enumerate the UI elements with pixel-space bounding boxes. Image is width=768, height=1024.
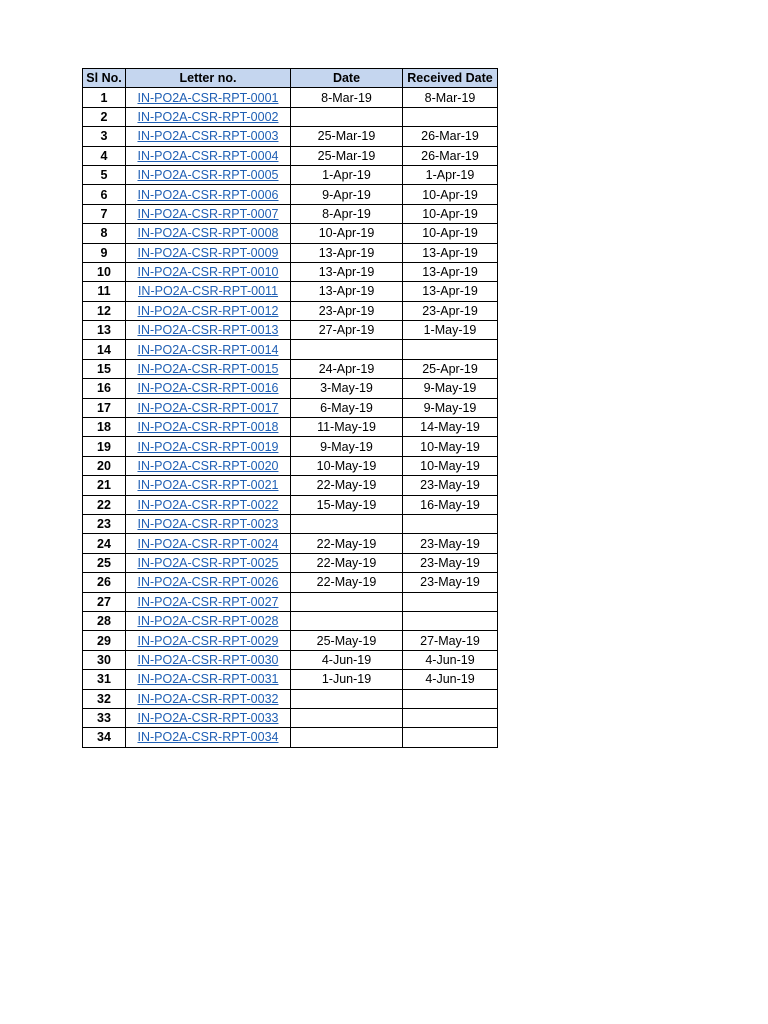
letter-no-link[interactable]: IN-PO2A-CSR-RPT-0022 bbox=[137, 497, 279, 512]
received-date-cell: 26-Mar-19 bbox=[403, 127, 498, 146]
received-date-cell: 26-Mar-19 bbox=[403, 146, 498, 165]
received-date-cell: 10-Apr-19 bbox=[403, 224, 498, 243]
letter-no-cell bbox=[126, 514, 291, 533]
letter-no-cell bbox=[126, 456, 291, 475]
received-date-cell: 4-Jun-19 bbox=[403, 670, 498, 689]
table-row bbox=[83, 728, 498, 747]
letter-no-link[interactable]: IN-PO2A-CSR-RPT-0027 bbox=[137, 594, 279, 609]
letter-no-link[interactable]: IN-PO2A-CSR-RPT-0003 bbox=[137, 129, 279, 144]
letter-no-link[interactable]: IN-PO2A-CSR-RPT-0018 bbox=[137, 420, 279, 435]
letter-no-link[interactable]: IN-PO2A-CSR-RPT-0013 bbox=[137, 323, 279, 338]
received-date-cell: 23-May-19 bbox=[403, 534, 498, 553]
header-sl-no: Sl No. bbox=[83, 69, 126, 88]
date-cell: 27-Apr-19 bbox=[291, 321, 403, 340]
received-date-cell: 9-May-19 bbox=[403, 398, 498, 417]
received-date-cell: 13-Apr-19 bbox=[403, 282, 498, 301]
table-row bbox=[83, 88, 498, 107]
letter-no-cell bbox=[126, 127, 291, 146]
letter-no-link[interactable]: IN-PO2A-CSR-RPT-0019 bbox=[137, 439, 279, 454]
table-row bbox=[83, 262, 498, 281]
date-cell: 1-Jun-19 bbox=[291, 670, 403, 689]
table-row bbox=[83, 146, 498, 165]
table-row bbox=[83, 127, 498, 146]
letter-no-link[interactable]: IN-PO2A-CSR-RPT-0005 bbox=[137, 168, 279, 183]
date-cell: 11-May-19 bbox=[291, 418, 403, 437]
letter-no-cell bbox=[126, 340, 291, 359]
date-cell: 22-May-19 bbox=[291, 476, 403, 495]
received-date-cell bbox=[403, 107, 498, 126]
date-cell bbox=[291, 340, 403, 359]
table-row bbox=[83, 224, 498, 243]
received-date-cell: 27-May-19 bbox=[403, 631, 498, 650]
header-received-date: Received Date bbox=[403, 69, 498, 88]
received-date-cell: 9-May-19 bbox=[403, 379, 498, 398]
sl-no-cell: 27 bbox=[83, 592, 126, 611]
received-date-cell: 4-Jun-19 bbox=[403, 650, 498, 669]
received-date-cell: 13-Apr-19 bbox=[403, 262, 498, 281]
sl-no-cell: 16 bbox=[83, 379, 126, 398]
letter-no-cell bbox=[126, 553, 291, 572]
letter-no-link[interactable]: IN-PO2A-CSR-RPT-0011 bbox=[137, 284, 279, 299]
letter-no-link[interactable]: IN-PO2A-CSR-RPT-0014 bbox=[137, 342, 279, 357]
table-row bbox=[83, 611, 498, 630]
table-row bbox=[83, 418, 498, 437]
sl-no-cell: 3 bbox=[83, 127, 126, 146]
table-row bbox=[83, 670, 498, 689]
letter-no-link[interactable]: IN-PO2A-CSR-RPT-0015 bbox=[137, 362, 279, 377]
table-row bbox=[83, 243, 498, 262]
sl-no-cell: 14 bbox=[83, 340, 126, 359]
received-date-cell: 13-Apr-19 bbox=[403, 243, 498, 262]
table-row bbox=[83, 359, 498, 378]
date-cell bbox=[291, 107, 403, 126]
date-cell: 22-May-19 bbox=[291, 573, 403, 592]
date-cell: 13-Apr-19 bbox=[291, 243, 403, 262]
sl-no-cell: 1 bbox=[83, 88, 126, 107]
received-date-cell: 10-May-19 bbox=[403, 456, 498, 475]
table-row bbox=[83, 282, 498, 301]
table-row bbox=[83, 689, 498, 708]
letter-no-link[interactable]: IN-PO2A-CSR-RPT-0004 bbox=[137, 148, 279, 163]
sl-no-cell: 9 bbox=[83, 243, 126, 262]
letter-no-link[interactable]: IN-PO2A-CSR-RPT-0008 bbox=[137, 226, 279, 241]
table-row bbox=[83, 204, 498, 223]
letter-no-link[interactable]: IN-PO2A-CSR-RPT-0007 bbox=[137, 206, 279, 221]
date-cell: 8-Mar-19 bbox=[291, 88, 403, 107]
received-date-cell bbox=[403, 689, 498, 708]
sl-no-cell: 15 bbox=[83, 359, 126, 378]
date-cell: 22-May-19 bbox=[291, 553, 403, 572]
date-cell: 15-May-19 bbox=[291, 495, 403, 514]
date-cell: 13-Apr-19 bbox=[291, 262, 403, 281]
sl-no-cell: 8 bbox=[83, 224, 126, 243]
date-cell: 23-Apr-19 bbox=[291, 301, 403, 320]
letter-no-link[interactable]: IN-PO2A-CSR-RPT-0002 bbox=[137, 109, 279, 124]
letter-no-cell bbox=[126, 321, 291, 340]
sl-no-cell: 22 bbox=[83, 495, 126, 514]
table-row bbox=[83, 165, 498, 184]
letters-table bbox=[82, 68, 498, 748]
letter-no-cell bbox=[126, 398, 291, 417]
sl-no-cell: 19 bbox=[83, 437, 126, 456]
date-cell: 22-May-19 bbox=[291, 534, 403, 553]
letter-no-link[interactable]: IN-PO2A-CSR-RPT-0010 bbox=[137, 265, 279, 280]
letter-no-cell bbox=[126, 88, 291, 107]
letter-no-cell bbox=[126, 708, 291, 727]
received-date-cell: 16-May-19 bbox=[403, 495, 498, 514]
date-cell: 10-May-19 bbox=[291, 456, 403, 475]
date-cell bbox=[291, 728, 403, 747]
letter-no-link[interactable]: IN-PO2A-CSR-RPT-0017 bbox=[137, 400, 279, 415]
letter-no-cell bbox=[126, 359, 291, 378]
table-row bbox=[83, 592, 498, 611]
date-cell: 6-May-19 bbox=[291, 398, 403, 417]
letter-no-cell bbox=[126, 243, 291, 262]
letter-no-cell bbox=[126, 165, 291, 184]
letter-no-link[interactable]: IN-PO2A-CSR-RPT-0021 bbox=[137, 478, 279, 493]
sl-no-cell: 2 bbox=[83, 107, 126, 126]
sl-no-cell: 20 bbox=[83, 456, 126, 475]
letter-no-link[interactable]: IN-PO2A-CSR-RPT-0024 bbox=[137, 536, 279, 551]
header-row bbox=[83, 69, 498, 88]
letter-no-cell bbox=[126, 301, 291, 320]
table-row bbox=[83, 708, 498, 727]
letter-no-cell bbox=[126, 650, 291, 669]
date-cell: 4-Jun-19 bbox=[291, 650, 403, 669]
received-date-cell bbox=[403, 708, 498, 727]
received-date-cell: 14-May-19 bbox=[403, 418, 498, 437]
table-row bbox=[83, 553, 498, 572]
date-cell bbox=[291, 708, 403, 727]
letter-no-cell bbox=[126, 282, 291, 301]
sl-no-cell: 7 bbox=[83, 204, 126, 223]
letter-no-cell bbox=[126, 204, 291, 223]
letter-no-link[interactable]: IN-PO2A-CSR-RPT-0016 bbox=[137, 381, 279, 396]
letter-no-link[interactable]: IN-PO2A-CSR-RPT-0030 bbox=[137, 652, 279, 667]
received-date-cell bbox=[403, 611, 498, 630]
header-letter-no: Letter no. bbox=[126, 69, 291, 88]
received-date-cell: 25-Apr-19 bbox=[403, 359, 498, 378]
received-date-cell bbox=[403, 514, 498, 533]
date-cell: 10-Apr-19 bbox=[291, 224, 403, 243]
received-date-cell bbox=[403, 728, 498, 747]
date-cell: 25-Mar-19 bbox=[291, 146, 403, 165]
table-row bbox=[83, 631, 498, 650]
letter-no-cell bbox=[126, 631, 291, 650]
date-cell bbox=[291, 689, 403, 708]
letter-no-cell bbox=[126, 573, 291, 592]
sl-no-cell: 5 bbox=[83, 165, 126, 184]
letter-no-link[interactable]: IN-PO2A-CSR-RPT-0029 bbox=[137, 633, 279, 648]
table-row bbox=[83, 107, 498, 126]
table-row bbox=[83, 185, 498, 204]
letter-no-cell bbox=[126, 611, 291, 630]
table-row bbox=[83, 514, 498, 533]
letter-no-link[interactable]: IN-PO2A-CSR-RPT-0006 bbox=[137, 187, 279, 202]
sl-no-cell: 34 bbox=[83, 728, 126, 747]
received-date-cell bbox=[403, 592, 498, 611]
received-date-cell: 10-May-19 bbox=[403, 437, 498, 456]
sl-no-cell: 12 bbox=[83, 301, 126, 320]
table-row bbox=[83, 301, 498, 320]
date-cell: 1-Apr-19 bbox=[291, 165, 403, 184]
letter-no-cell bbox=[126, 379, 291, 398]
letter-no-cell bbox=[126, 107, 291, 126]
date-cell: 9-Apr-19 bbox=[291, 185, 403, 204]
received-date-cell: 1-May-19 bbox=[403, 321, 498, 340]
table-row bbox=[83, 340, 498, 359]
sl-no-cell: 21 bbox=[83, 476, 126, 495]
table-row bbox=[83, 650, 498, 669]
sl-no-cell: 23 bbox=[83, 514, 126, 533]
date-cell: 13-Apr-19 bbox=[291, 282, 403, 301]
received-date-cell: 8-Mar-19 bbox=[403, 88, 498, 107]
received-date-cell: 10-Apr-19 bbox=[403, 185, 498, 204]
table-row bbox=[83, 437, 498, 456]
letter-no-link[interactable]: IN-PO2A-CSR-RPT-0034 bbox=[137, 730, 279, 745]
sl-no-cell: 28 bbox=[83, 611, 126, 630]
table-body bbox=[83, 88, 498, 747]
received-date-cell: 10-Apr-19 bbox=[403, 204, 498, 223]
received-date-cell: 1-Apr-19 bbox=[403, 165, 498, 184]
sl-no-cell: 17 bbox=[83, 398, 126, 417]
letter-no-cell bbox=[126, 689, 291, 708]
received-date-cell: 23-May-19 bbox=[403, 553, 498, 572]
received-date-cell: 23-May-19 bbox=[403, 573, 498, 592]
letter-no-link[interactable]: IN-PO2A-CSR-RPT-0031 bbox=[137, 672, 279, 687]
date-cell bbox=[291, 611, 403, 630]
sl-no-cell: 24 bbox=[83, 534, 126, 553]
received-date-cell: 23-May-19 bbox=[403, 476, 498, 495]
table-row bbox=[83, 573, 498, 592]
table-row bbox=[83, 534, 498, 553]
sl-no-cell: 18 bbox=[83, 418, 126, 437]
date-cell bbox=[291, 514, 403, 533]
date-cell: 25-May-19 bbox=[291, 631, 403, 650]
letter-no-link[interactable]: IN-PO2A-CSR-RPT-0009 bbox=[137, 245, 279, 260]
date-cell bbox=[291, 592, 403, 611]
letter-no-link[interactable]: IN-PO2A-CSR-RPT-0020 bbox=[137, 459, 279, 473]
table-row bbox=[83, 379, 498, 398]
received-date-cell: 23-Apr-19 bbox=[403, 301, 498, 320]
table-row bbox=[83, 476, 498, 495]
letter-no-link[interactable]: IN-PO2A-CSR-RPT-0012 bbox=[137, 303, 279, 318]
letter-no-link[interactable]: IN-PO2A-CSR-RPT-0026 bbox=[137, 575, 279, 590]
letter-no-cell bbox=[126, 670, 291, 689]
table-row bbox=[83, 495, 498, 514]
sl-no-cell: 6 bbox=[83, 185, 126, 204]
letter-no-cell bbox=[126, 262, 291, 281]
letter-no-link[interactable]: IN-PO2A-CSR-RPT-0033 bbox=[137, 711, 279, 726]
table-row bbox=[83, 321, 498, 340]
letter-no-cell bbox=[126, 146, 291, 165]
letter-no-cell bbox=[126, 495, 291, 514]
date-cell: 8-Apr-19 bbox=[291, 204, 403, 223]
sl-no-cell: 32 bbox=[83, 689, 126, 708]
letter-no-link[interactable]: IN-PO2A-CSR-RPT-0023 bbox=[137, 517, 279, 532]
letter-no-cell bbox=[126, 476, 291, 495]
date-cell: 3-May-19 bbox=[291, 379, 403, 398]
letter-no-link[interactable]: IN-PO2A-CSR-RPT-0001 bbox=[137, 90, 279, 105]
table-row bbox=[83, 398, 498, 417]
sl-no-cell: 31 bbox=[83, 670, 126, 689]
letter-no-link[interactable]: IN-PO2A-CSR-RPT-0025 bbox=[137, 555, 279, 570]
date-cell: 9-May-19 bbox=[291, 437, 403, 456]
sl-no-cell: 25 bbox=[83, 553, 126, 572]
header-date: Date bbox=[291, 69, 403, 88]
letter-no-link[interactable]: IN-PO2A-CSR-RPT-0028 bbox=[137, 614, 279, 629]
sl-no-cell: 10 bbox=[83, 262, 126, 281]
letter-no-cell bbox=[126, 437, 291, 456]
letter-no-cell bbox=[126, 592, 291, 611]
sl-no-cell: 30 bbox=[83, 650, 126, 669]
letter-no-cell bbox=[126, 728, 291, 747]
sl-no-cell: 11 bbox=[83, 282, 126, 301]
sl-no-cell: 33 bbox=[83, 708, 126, 727]
sl-no-cell: 13 bbox=[83, 321, 126, 340]
letter-no-cell bbox=[126, 224, 291, 243]
date-cell: 25-Mar-19 bbox=[291, 127, 403, 146]
sl-no-cell: 4 bbox=[83, 146, 126, 165]
sl-no-cell: 29 bbox=[83, 631, 126, 650]
letter-no-link[interactable]: IN-PO2A-CSR-RPT-0032 bbox=[137, 691, 279, 706]
letter-no-cell bbox=[126, 185, 291, 204]
table-row bbox=[83, 456, 498, 475]
received-date-cell bbox=[403, 340, 498, 359]
letter-no-cell bbox=[126, 534, 291, 553]
sl-no-cell: 26 bbox=[83, 573, 126, 592]
letter-no-cell bbox=[126, 418, 291, 437]
date-cell: 24-Apr-19 bbox=[291, 359, 403, 378]
table-header bbox=[83, 69, 498, 88]
